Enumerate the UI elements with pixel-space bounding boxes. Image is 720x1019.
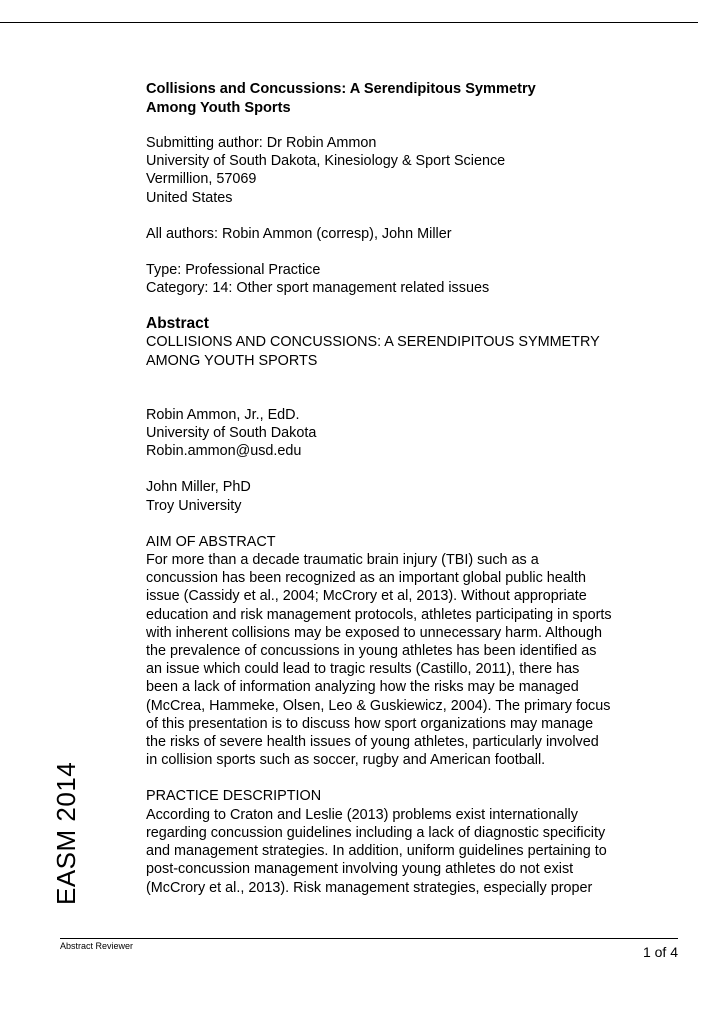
aim-line: of this presentation is to discuss how sport organizations may manage xyxy=(146,715,594,732)
practice-heading: PRACTICE DESCRIPTION xyxy=(146,788,322,805)
document-title-line-2: Among Youth Sports xyxy=(146,100,291,116)
abstract-title-line-2: AMONG YOUTH SPORTS xyxy=(146,352,318,369)
aim-line: issue (Cassidy et al., 2004; McCrory et al, 2013). Without appropriate xyxy=(146,588,587,605)
all-authors: All authors: Robin Ammon (corresp), John Miller xyxy=(146,225,452,242)
aim-line: an issue which could lead to tragic results (Castillo, 2011), there has xyxy=(146,661,580,678)
author2-name: John Miller, PhD xyxy=(146,479,251,496)
abstract-heading: Abstract xyxy=(146,315,209,333)
document-body xyxy=(146,80,666,897)
practice-line: (McCrory et al., 2013). Risk management strategies, especially proper xyxy=(146,879,593,896)
practice-line: According to Craton and Leslie (2013) problems exist internationally xyxy=(146,806,578,823)
submitter-city: Vermillion, 57069 xyxy=(146,171,257,188)
top-rule xyxy=(0,22,698,23)
aim-line: the prevalence of concussions in young athletes has been identified as xyxy=(146,643,597,660)
aim-line: in collision sports such as soccer, rugby and American football. xyxy=(146,752,546,769)
abstract-title-line-1: COLLISIONS AND CONCUSSIONS: A SERENDIPITOUS SYMMETRY xyxy=(146,334,600,351)
aim-line: concussion has been recognized as an important global public health xyxy=(146,570,587,587)
aim-line: For more than a decade traumatic brain injury (TBI) such as a xyxy=(146,552,539,569)
aim-line: been a lack of information analyzing how the risks may be managed xyxy=(146,679,579,696)
aim-line: the risks of severe health issues of young athletes, particularly involved xyxy=(146,734,599,751)
aim-line: (McCrea, Hammeke, Olsen, Leo & Guskiewicz, 2004). The primary focus xyxy=(146,697,611,714)
footer-rule xyxy=(60,938,678,939)
aim-line: education and risk management protocols, athletes participating in sports xyxy=(146,606,612,623)
conference-side-label: EASM 2014 xyxy=(51,761,81,905)
practice-paragraph xyxy=(146,806,666,897)
submitter-affiliation: University of South Dakota, Kinesiology & Sport Science xyxy=(146,153,506,170)
aim-heading: AIM OF ABSTRACT xyxy=(146,533,276,550)
practice-line: post-concussion management involving young athletes do not exist xyxy=(146,861,574,878)
aim-paragraph xyxy=(146,551,666,769)
author1-name: Robin Ammon, Jr., EdD. xyxy=(146,406,300,423)
submission-type: Type: Professional Practice xyxy=(146,262,321,279)
practice-line: and management strategies. In addition, uniform guidelines pertaining to xyxy=(146,843,607,860)
practice-line: regarding concussion guidelines including a lack of diagnostic specificity xyxy=(146,824,606,841)
author1-affiliation: University of South Dakota xyxy=(146,425,317,442)
aim-line: with inherent collisions may be exposed to unnecessary harm. Although xyxy=(146,624,602,641)
submitter-country: United States xyxy=(146,189,233,206)
author2-affiliation: Troy University xyxy=(146,497,242,514)
page-number: 1 of 4 xyxy=(642,944,678,960)
submitting-author: Submitting author: Dr Robin Ammon xyxy=(146,135,377,151)
author1-email: Robin.ammon@usd.edu xyxy=(146,443,302,460)
document-title-line-1: Collisions and Concussions: A Serendipitous Symmetry xyxy=(146,81,536,97)
submission-category: Category: 14: Other sport management related issues xyxy=(146,280,490,297)
footer-reviewer-label: Abstract Reviewer xyxy=(60,941,134,951)
